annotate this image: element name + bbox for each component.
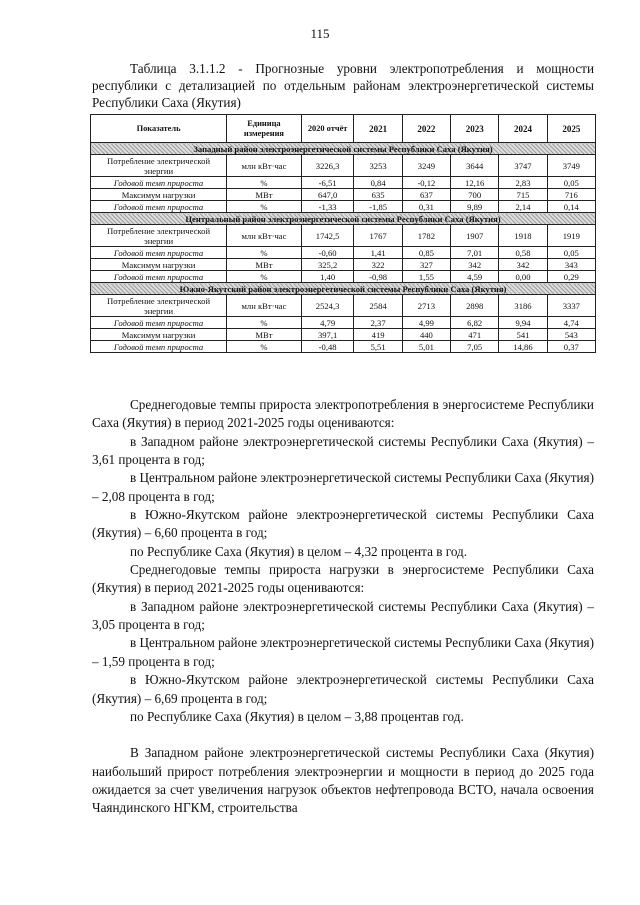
value-cell: -1,33	[301, 201, 354, 213]
paragraph: в Западном районе электроэнергетической системы Республики Саха (Якутия) – 3,05 процента в год;	[92, 598, 594, 633]
header-2024: 2024	[499, 115, 547, 143]
paragraph: в Центральном районе электроэнергетической системы Республики Саха (Якутия) – 1,59 процента в год;	[92, 635, 595, 669]
paragraph: Среднегодовые темпы прироста нагрузки в энергосистеме Республики Саха (Якутия) в период 2021-2025 годы оцениваются:	[92, 562, 594, 596]
paragraph: В Западном районе электроэнергетической системы Республики Саха (Якутия) наибольший прирост потребления электроэнергии и мощности в период до 2025 года ожидается за счет увеличения нагрузок объектов нефтепровода ВСТО, начала освоения Чаяндинского НГКМ, строительства	[92, 745, 594, 816]
table-row	[91, 295, 596, 317]
value-cell: 1919	[547, 225, 595, 247]
value-cell: 3337	[547, 295, 595, 317]
value-cell: 4,79	[301, 317, 354, 329]
value-cell: 1,40	[301, 271, 354, 283]
page-number: 115	[310, 26, 330, 41]
row-label: Потребление электрической энергии	[91, 155, 227, 177]
header-2021: 2021	[354, 115, 402, 143]
paragraph: в Западном районе электроэнергетической системы Республики Саха (Якутия) – 3,61 процента в год;	[92, 433, 594, 468]
value-cell: 0,58	[499, 247, 547, 259]
value-cell: 327	[402, 259, 450, 271]
value-cell: 471	[451, 329, 499, 341]
value-cell: 7,05	[451, 341, 499, 353]
paragraph: в Центральном районе электроэнергетической системы Республики Саха (Якутия) – 2,08 процента в год;	[92, 470, 595, 504]
header-2020: 2020 отчёт	[301, 115, 354, 143]
row-unit: МВт	[227, 189, 302, 201]
value-cell: 3749	[547, 155, 595, 177]
value-cell: 9,94	[499, 317, 547, 329]
body-text	[92, 396, 594, 818]
row-unit: МВт	[227, 259, 302, 271]
section-title: Центральный район электроэнергетической системы Республики Саха (Якутия)	[91, 213, 596, 225]
value-cell: 0,85	[402, 247, 450, 259]
value-cell: 4,74	[547, 317, 595, 329]
value-cell: 3186	[499, 295, 547, 317]
value-cell: 9,89	[451, 201, 499, 213]
value-cell: 0,05	[547, 177, 595, 189]
row-label: Годовой темп прироста	[91, 341, 227, 353]
row-unit: млн кВт·час	[227, 225, 302, 247]
row-unit: МВт	[227, 329, 302, 341]
table-row	[91, 341, 596, 353]
value-cell: 0,14	[547, 201, 595, 213]
value-cell: 2713	[402, 295, 450, 317]
paragraph: по Республике Саха (Якутия) в целом – 3,88 процентав год.	[130, 708, 464, 724]
value-cell: -0,48	[301, 341, 354, 353]
value-cell: 7,01	[451, 247, 499, 259]
value-cell: 3253	[354, 155, 402, 177]
section-title: Южно-Якутский район электроэнергетической системы Республики Саха (Якутия)	[91, 283, 596, 295]
row-label: Максимум нагрузки	[91, 189, 227, 201]
row-label: Годовой темп прироста	[91, 177, 227, 189]
value-cell: 1782	[402, 225, 450, 247]
header-indicator: Показатель	[91, 115, 227, 143]
section-title: Западный район электроэнергетической системы Республики Саха (Якутия)	[91, 143, 596, 155]
value-cell: 1,55	[402, 271, 450, 283]
table-body	[91, 143, 596, 353]
value-cell: 1742,5	[301, 225, 354, 247]
row-label: Потребление электрической энергии	[91, 295, 227, 317]
row-unit: %	[227, 201, 302, 213]
value-cell: 397,1	[301, 329, 354, 341]
value-cell: 700	[451, 189, 499, 201]
table-row	[91, 155, 596, 177]
value-cell: 647,0	[301, 189, 354, 201]
row-unit: %	[227, 247, 302, 259]
row-label: Годовой темп прироста	[91, 317, 227, 329]
value-cell: -6,51	[301, 177, 354, 189]
row-label: Годовой темп прироста	[91, 271, 227, 283]
value-cell: 2,14	[499, 201, 547, 213]
value-cell: 14,86	[499, 341, 547, 353]
row-label: Потребление электрической энергии	[91, 225, 227, 247]
value-cell: 5,51	[354, 341, 402, 353]
value-cell: 3226,3	[301, 155, 354, 177]
value-cell: 342	[499, 259, 547, 271]
value-cell: 637	[402, 189, 450, 201]
table-row	[91, 247, 596, 259]
value-cell: 0,00	[499, 271, 547, 283]
value-cell: 0,31	[402, 201, 450, 213]
value-cell: 0,37	[547, 341, 595, 353]
row-unit: млн кВт·час	[227, 295, 302, 317]
value-cell: -0,98	[354, 271, 402, 283]
value-cell: 322	[354, 259, 402, 271]
value-cell: 541	[499, 329, 547, 341]
value-cell: 4,59	[451, 271, 499, 283]
section-header-row	[91, 213, 596, 225]
section-header-row	[91, 143, 596, 155]
value-cell: 716	[547, 189, 595, 201]
row-label: Годовой темп прироста	[91, 247, 227, 259]
forecast-table	[90, 114, 596, 353]
table-row	[91, 225, 596, 247]
value-cell: 543	[547, 329, 595, 341]
value-cell: 0,84	[354, 177, 402, 189]
row-unit: %	[227, 177, 302, 189]
row-unit: млн кВт·час	[227, 155, 302, 177]
value-cell: 6,82	[451, 317, 499, 329]
value-cell: 342	[451, 259, 499, 271]
value-cell: 0,29	[547, 271, 595, 283]
value-cell: 440	[402, 329, 450, 341]
value-cell: 5,01	[402, 341, 450, 353]
value-cell: 343	[547, 259, 595, 271]
section-header-row	[91, 283, 596, 295]
paragraph: в Южно-Якутском районе электроэнергетической системы Республики Саха (Якутия) – 6,69 процента в год;	[92, 672, 594, 706]
table-row	[91, 177, 596, 189]
row-unit: %	[227, 317, 302, 329]
table-row	[91, 189, 596, 201]
value-cell: 1907	[451, 225, 499, 247]
table-row	[91, 259, 596, 271]
header-2025: 2025	[547, 115, 595, 143]
row-label: Максимум нагрузки	[91, 259, 227, 271]
value-cell: 12,16	[451, 177, 499, 189]
table-row	[91, 329, 596, 341]
header-2023: 2023	[451, 115, 499, 143]
value-cell: 325,2	[301, 259, 354, 271]
value-cell: 419	[354, 329, 402, 341]
row-label: Максимум нагрузки	[91, 329, 227, 341]
value-cell: 2584	[354, 295, 402, 317]
paragraph: Среднегодовые темпы прироста электропотребления в энергосистеме Республики Саха (Якутия) в период 2021-2025 годы оцениваются:	[92, 397, 594, 431]
value-cell: 4,99	[402, 317, 450, 329]
table-row	[91, 317, 596, 329]
value-cell: 3249	[402, 155, 450, 177]
paragraph: по Республике Саха (Якутия) в целом – 4,32 процента в год.	[130, 543, 468, 559]
value-cell: 2898	[451, 295, 499, 317]
value-cell: 715	[499, 189, 547, 201]
value-cell: 2524,3	[301, 295, 354, 317]
value-cell: -1,85	[354, 201, 402, 213]
value-cell: 1918	[499, 225, 547, 247]
value-cell: 635	[354, 189, 402, 201]
value-cell: 2,37	[354, 317, 402, 329]
row-unit: %	[227, 271, 302, 283]
value-cell: -0,12	[402, 177, 450, 189]
table-row	[91, 201, 596, 213]
table-row	[91, 271, 596, 283]
value-cell: 1767	[354, 225, 402, 247]
header-2022: 2022	[402, 115, 450, 143]
value-cell: 1,41	[354, 247, 402, 259]
paragraph: в Южно-Якутском районе электроэнергетической системы Республики Саха (Якутия) – 6,60 процента в год;	[92, 507, 594, 541]
table-header-row	[91, 115, 596, 143]
value-cell: -0,60	[301, 247, 354, 259]
header-unit: Единица измерения	[227, 115, 302, 143]
value-cell: 0,05	[547, 247, 595, 259]
row-unit: %	[227, 341, 302, 353]
value-cell: 3644	[451, 155, 499, 177]
row-label: Годовой темп прироста	[91, 201, 227, 213]
table-caption: Таблица 3.1.1.2 - Прогнозные уровни электропотребления и мощности республики с детализацией по отдельным районам электроэнергетической системы Республики Саха (Якутия)	[92, 61, 594, 110]
value-cell: 3747	[499, 155, 547, 177]
value-cell: 2,83	[499, 177, 547, 189]
